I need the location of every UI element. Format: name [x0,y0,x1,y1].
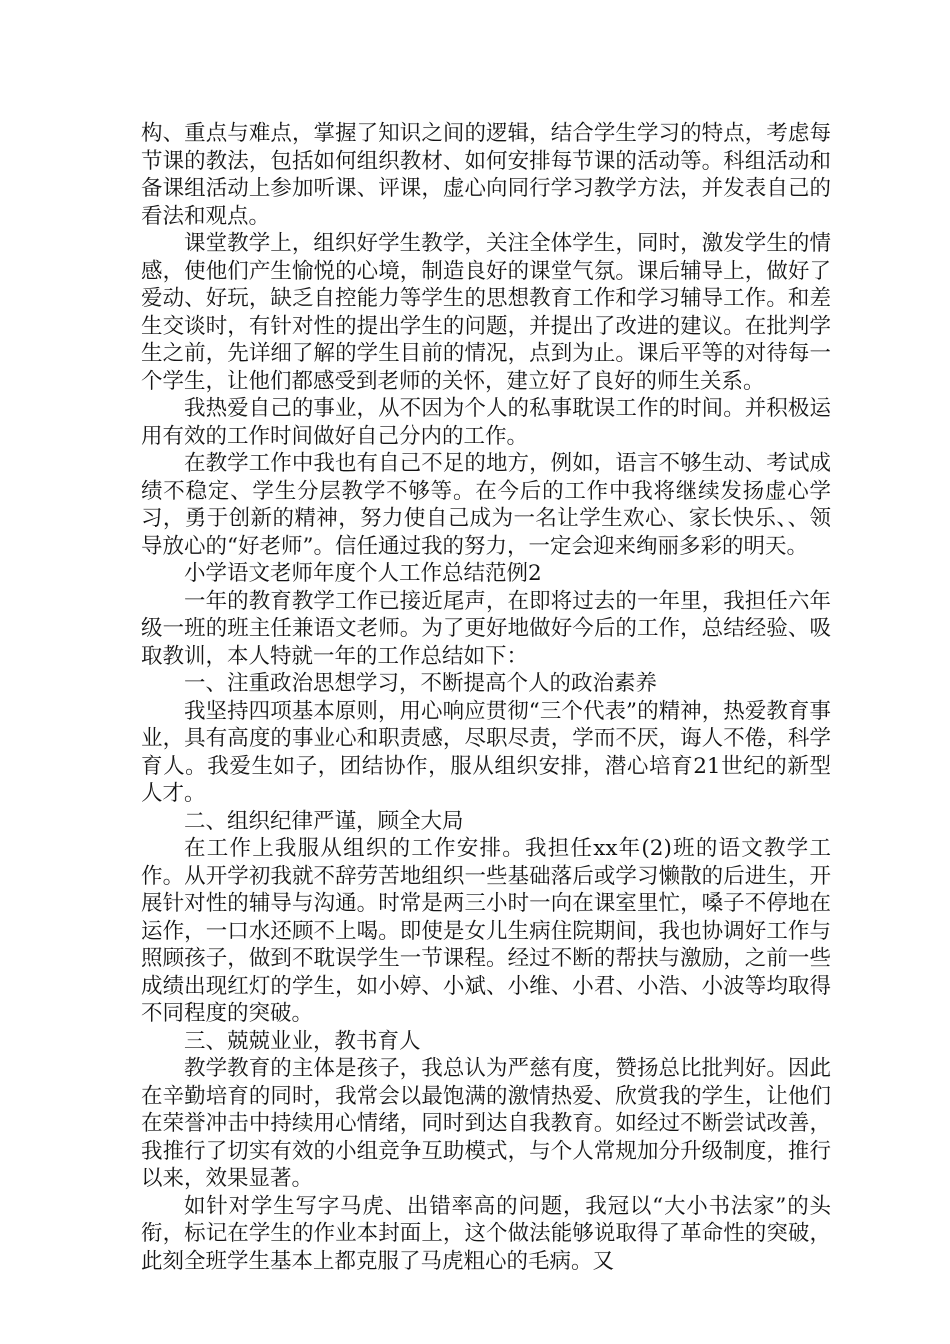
paragraph-intro: 一年的教育教学工作已接近尾声，在即将过去的一年里，我担任六年级一班的班主任兼语文老师。为了更好地做好今后的工作，总结经验、吸取教训，本人特就一年的工作总结如下： [141,588,831,669]
paragraph-work-arrangement: 在工作上我服从组织的工作安排。我担任xx年(2)班的语文教学工作。从开学初我就不辞劳苦地组织一些基础落后或学习懒散的后进生，开展针对性的辅导与沟通。时常是两三小时一向在课室里忙，嗓子不停地在运作，一口水还顾不上喝。即使是女儿生病住院期间，我也协调好工作与照顾孩子，做到不耽误学生一节课程。经过不断的帮扶与激励，之前一些成绩出现红灯的学生，如小婷、小斌、小维、小君、小浩、小波等均取得不同程度的突破。 [141,836,831,1026]
paragraph-continuation: 构、重点与难点，掌握了知识之间的逻辑，结合学生学习的特点，考虑每节课的教法，包括如何组织教材、如何安排每节课的活动等。科组活动和备课组活动上参加听课、评课，虚心向同行学习教学方法，并发表自己的看法和观点。 [141,121,831,229]
paragraph-shortcomings: 在教学工作中我也有自己不足的地方，例如，语言不够生动、考试成绩不稳定、学生分层教学不够等。在今后的工作中我将继续发扬虚心学习，勇于创新的精神，努力使自己成为一名让学生欢心、家长快乐、、领导放心的“好老师”。信任通过我的努力，一定会迎来绚丽多彩的明天。 [141,451,831,559]
paragraph-principles: 我坚持四项基本原则，用心响应贯彻“三个代表”的精神，热爱教育事业，具有高度的事业心和职责感，尽职尽责，学而不厌，诲人不倦，科学育人。我爱生如子，团结协作，服从组织安排，潜心培育21世纪的新型人才。 [141,698,831,806]
heading-section-3: 三、兢兢业业，教书育人 [184,1028,421,1054]
heading-section-1: 一、注重政治思想学习，不断提高个人的政治素养 [184,671,658,696]
paragraph-education-subject: 教学教育的主体是孩子，我总认为严慈有度，赞扬总比批判好。因此在辛勤培育的同时，我常会以最饱满的激情热爱、欣赏我的学生，让他们在荣誉冲击中持续用心情绪，同时到达自我教育。如经过不断尝试改善，我推行了切实有效的小组竞争互助模式，与个人常规加分升级制度，推行以来，效果显著。 [141,1056,831,1191]
heading-section-2: 二、组织纪律严谨，顾全大局 [184,808,464,834]
paragraph-classroom-teaching: 课堂教学上，组织好学生教学，关注全体学生，同时，激发学生的情感，使他们产生愉悦的心境，制造良好的课堂气氛。课后辅导上，做好了爱动、好玩，缺乏自控能力等学生的思想教育工作和学习辅导工作。和差生交谈时，有针对性的提出学生的问题，并提出了改进的建议。在批判学生之前，先详细了解的学生目前的情况，点到为止。课后平等的对待每一个学生，让他们都感受到老师的关怀，建立好了良好的师生关系。 [141,231,831,394]
document-body [141,120,831,1275]
paragraph-calligraphy: 如针对学生写字马虎、出错率高的问题，我冠以“大小书法家”的头衔，标记在学生的作业本封面上，这个做法能够说取得了革命性的突破，此刻全班学生基本上都克服了马虎粗心的毛病。又 [141,1193,831,1274]
paragraph-love-career: 我热爱自己的事业，从不因为个人的私事耽误工作的时间。并积极运用有效的工作时间做好自己分内的工作。 [141,396,831,449]
section-title-example-2: 小学语文老师年度个人工作总结范例2 [184,561,542,586]
